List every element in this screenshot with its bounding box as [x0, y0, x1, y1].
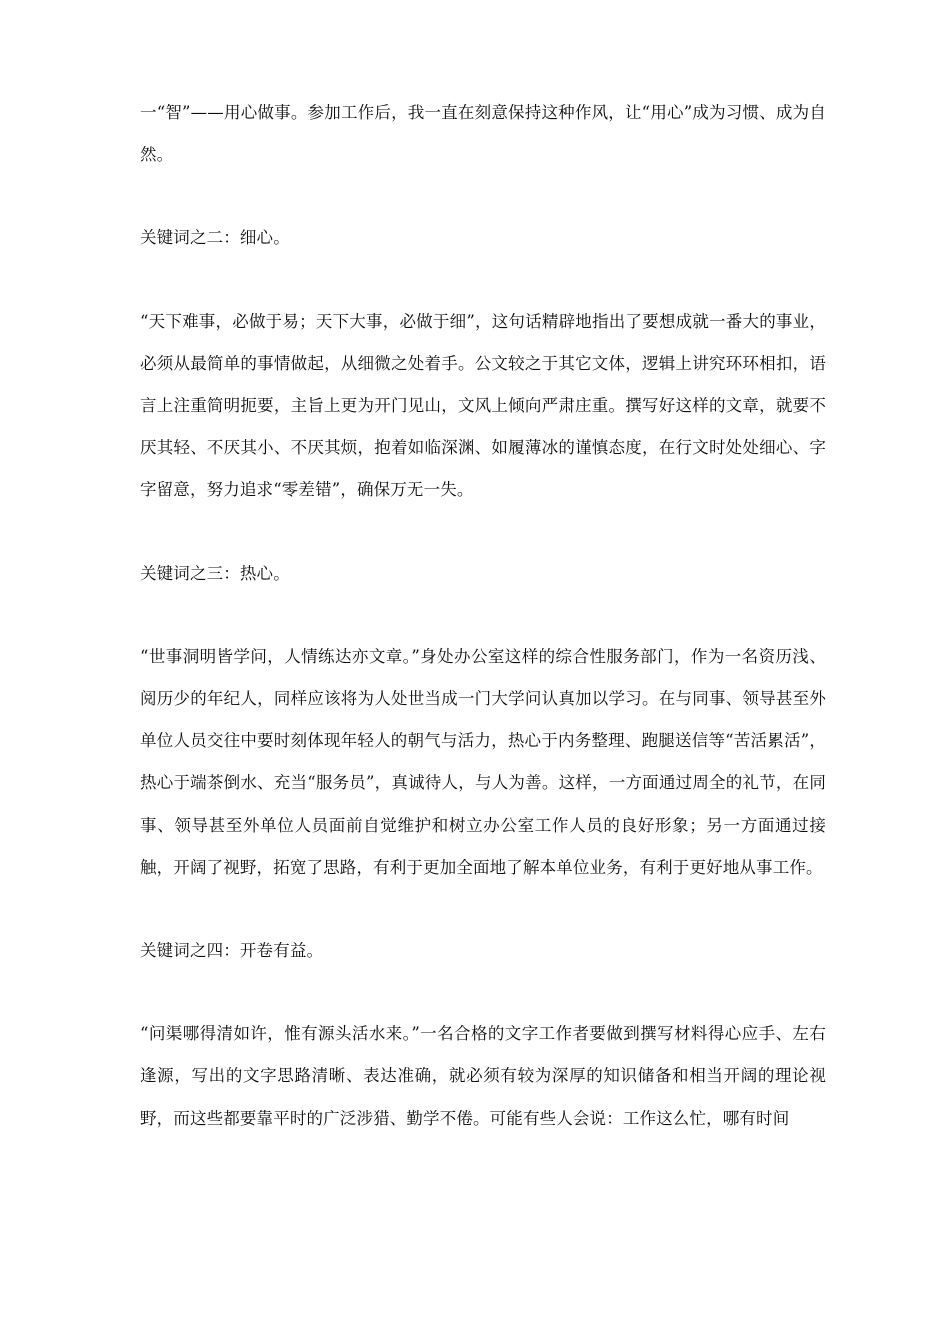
- paragraph-rexin-body: “世事洞明皆学问，人情练达亦文章。”身处办公室这样的综合性服务部门，作为一名资历浅、阅历少的年纪人，同样应该将为人处世当成一门大学问认真加以学习。在与同事、领导甚至外单位人员交往中要时刻体现年轻人的朝气与活力，热心于内务整理、跑腿送信等“苦活累活”，热心于端茶倒水、充当“服务员”，真诚待人，与人为善。这样，一方面通过周全的礼节，在同事、领导甚至外单位人员面前自觉维护和树立办公室工作人员的良好形象；另一方面通过接触，开阔了视野，拓宽了思路，有利于更加全面地了解本单位业务，有利于更好地从事工作。: [140, 646, 826, 877]
- paragraph-zhi-intro: 一“智”——用心做事。参加工作后，我一直在刻意保持这种作风，让“用心”成为习惯、成为自然。: [140, 103, 826, 165]
- document-text-body: [140, 92, 826, 1140]
- paragraph-keyword-three-heading: 关键词之三：热心。: [140, 563, 290, 583]
- paragraph-keyword-two-heading: 关键词之二：细心。: [140, 228, 290, 248]
- paragraph-xixin-body: “天下难事，必做于易；天下大事，必做于细”，这句话精辟地指出了要想成就一番大的事业，必须从最简单的事情做起，从细微之处着手。公文较之于其它文体，逻辑上讲究环环相扣，语言上注重简明扼要，主旨上更为开门见山，文风上倾向严肃庄重。撰写好这样的文章，就要不厌其轻、不厌其小、不厌其烦，抱着如临深渊、如履薄冰的谨慎态度，在行文时处处细心、字字留意，努力追求“零差错”，确保万无一失。: [140, 311, 826, 500]
- paragraph-kaijuan-body: “问渠哪得清如许，惟有源头活水来。”一名合格的文字工作者要做到撰写材料得心应手、左右逢源，写出的文字思路清晰、表达准确，就必须有较为深厚的知识储备和相当开阔的理论视野，而这些都要靠平时的广泛涉猎、勤学不倦。可能有些人会说：工作这么忙，哪有时间: [140, 1024, 826, 1128]
- paragraph-keyword-four-heading: 关键词之四：开卷有益。: [140, 941, 324, 961]
